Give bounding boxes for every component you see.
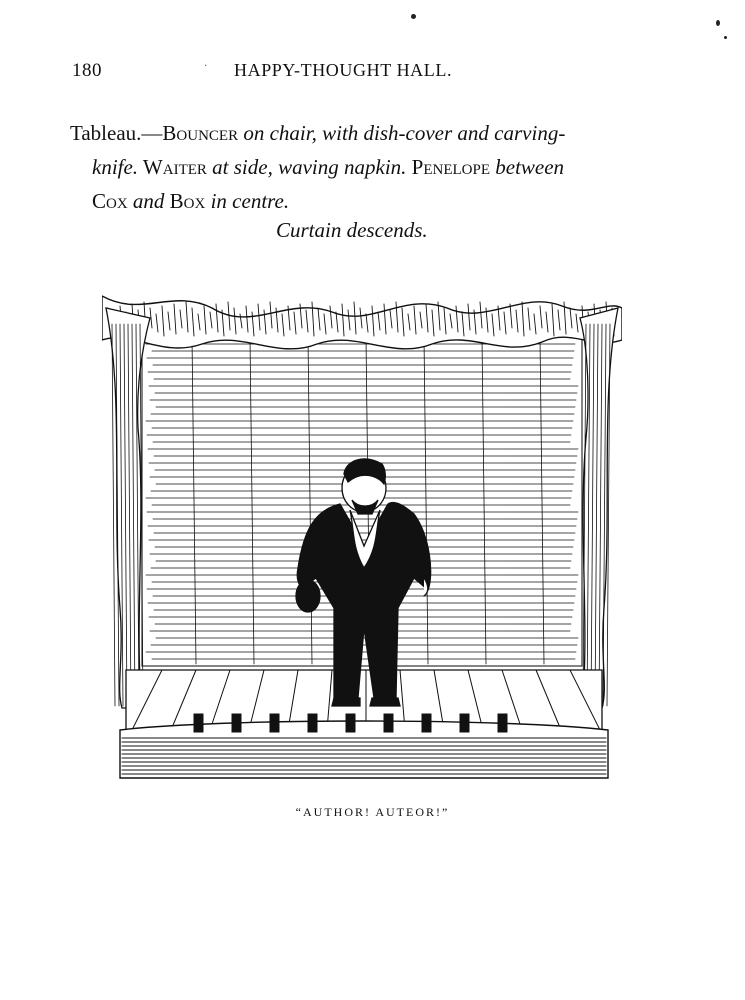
wall-seam-line [482,338,486,664]
character-cox: Cox [92,189,128,213]
wall-seam-line [424,338,428,664]
footlight [232,714,241,732]
stage-direction: in centre. [205,189,290,213]
ink-speck [724,36,727,39]
stage-direction: knife. [92,155,139,179]
footlight [422,714,431,732]
running-head: HAPPY-THOUGHT HALL. [234,60,453,80]
page-number: 180 [72,60,102,81]
bowing-author-figure [296,459,431,706]
tableau-label: Tableau.— [70,121,163,145]
wall-seam-line [192,338,196,664]
illustration-caption: “AUTHOR! AUTEOR!” [295,805,450,819]
footlight [498,714,507,732]
footlight [346,714,355,732]
footlight [308,714,317,732]
wall-seam-line [308,338,312,664]
ink-speck [411,14,416,19]
character-bouncer: Bouncer [162,121,239,145]
wall-seam-line [250,338,254,664]
stage-direction: on chair, with dish-cover and carving- [238,121,566,145]
character-waiter: Waiter [138,155,207,179]
ink-speck [716,20,720,26]
stage-illustration [102,278,622,788]
wall-seam-line [540,338,544,664]
stage-curtain-bowing-author-illustration [102,278,622,788]
text-line-3 [70,184,670,218]
text-line-1 [70,116,670,150]
text-line-2 [70,150,670,184]
character-penelope: Penelope [406,155,490,179]
footlight [460,714,469,732]
curtain-descends-note: Curtain descends. [276,218,428,242]
stage-direction: and [127,189,170,213]
stage-direction: between [490,155,565,179]
character-box: Box [169,189,206,213]
body-paragraph [70,116,670,218]
stage-direction: at side, waving napkin. [206,155,407,179]
divider-dot: · [204,61,208,72]
footlight [384,714,393,732]
curtain-valance [102,296,622,349]
footlight [194,714,203,732]
footlight [270,714,279,732]
